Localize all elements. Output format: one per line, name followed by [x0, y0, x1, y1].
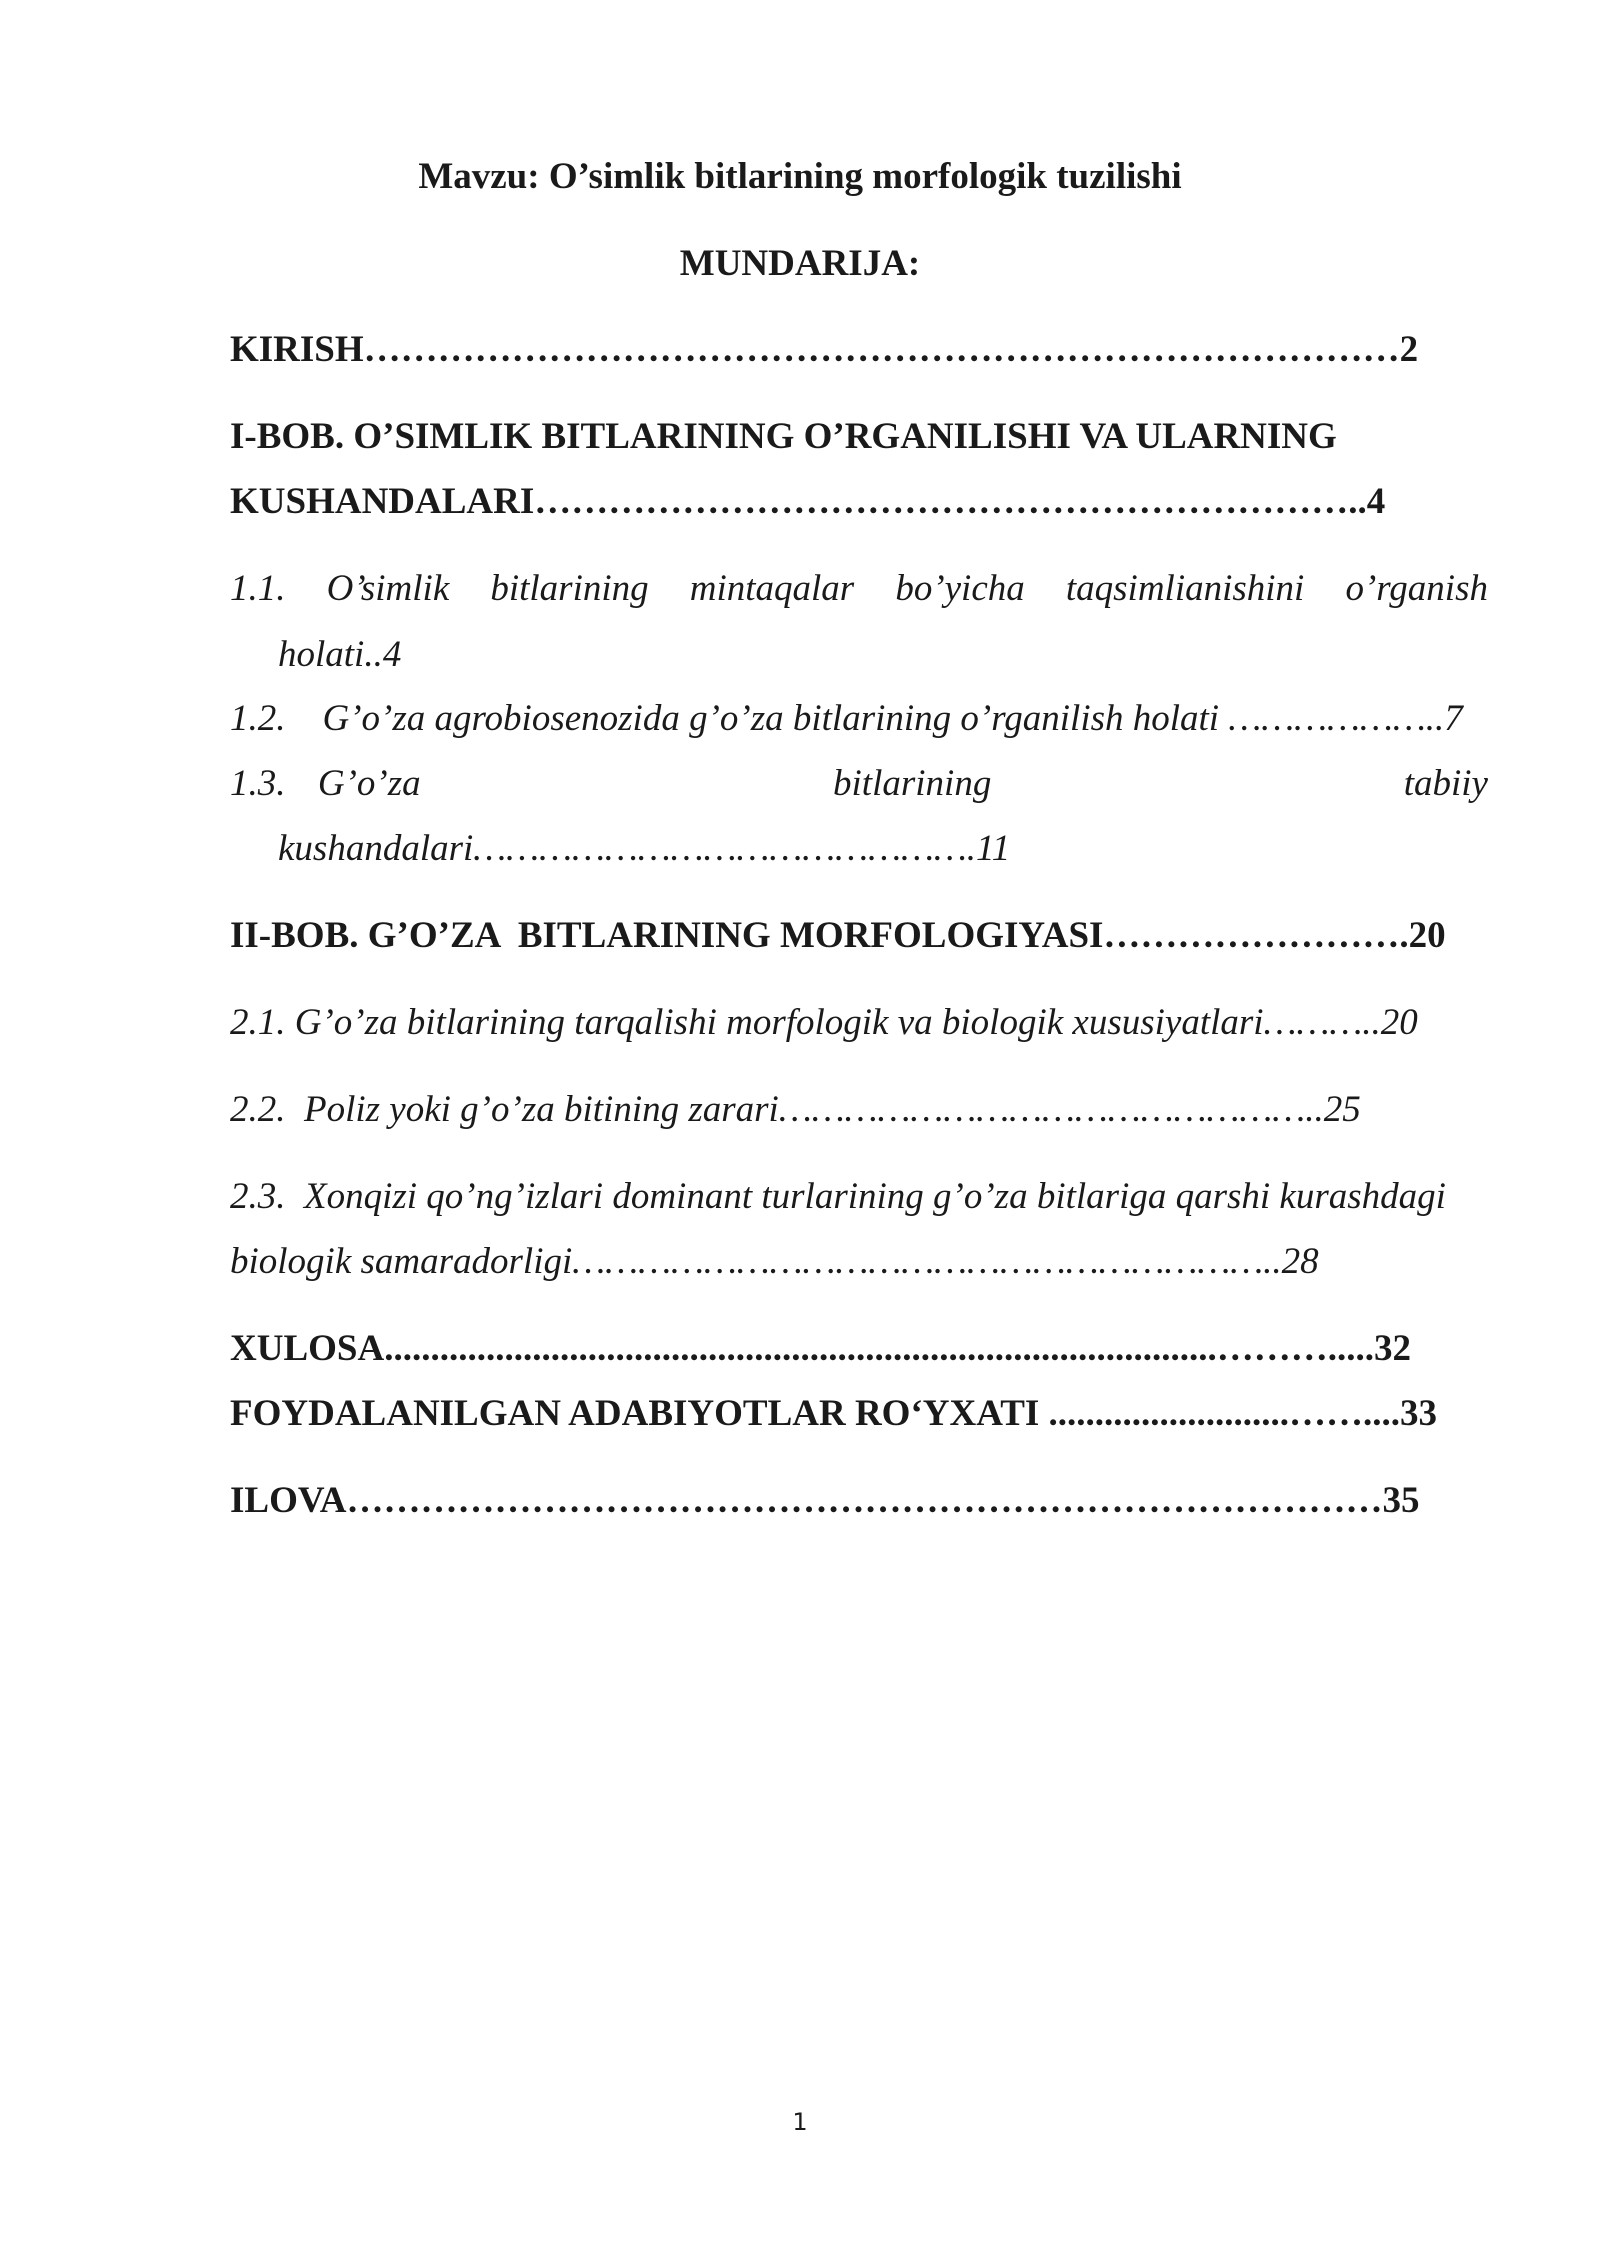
toc-entry-1-3-line-1 — [230, 765, 1488, 802]
toc-entry-chapter-1-line-1: I-BOB. O’SIMLIK BITLARINING O’RGANILISHI VA ULARNING — [230, 416, 1337, 457]
toc-word: G’o’za — [317, 763, 421, 804]
toc-entry-1-1-line-1 — [230, 570, 1488, 607]
toc-word: bo’yicha — [895, 568, 1025, 609]
toc-word: 1.3. — [230, 763, 286, 804]
toc-word: mintaqalar — [689, 568, 855, 609]
toc-entry-chapter-2: II-BOB. G’O’ZA BITLARINING MORFOLOGIYASI…………………….20 — [230, 915, 1446, 956]
toc-word: bitlarining — [833, 763, 992, 804]
toc-word: bitlarining — [490, 568, 649, 609]
toc-entry-2-2: 2.2. Poliz yoki g’o’za bitining zarari…………………………………………..25 — [230, 1089, 1361, 1130]
toc-entry-ilova: ILOVA…………………………………………………………………………35 — [230, 1480, 1420, 1521]
toc-entry-1-2: 1.2. G’o’za agrobiosenozida g’o’za bitlarining o’rganilish holati ………………..7 — [230, 698, 1463, 739]
toc-entry-chapter-1-line-2: KUSHANDALARI…………………………………………………………..4 — [230, 481, 1386, 522]
page-number: 1 — [792, 2108, 808, 2136]
document-title: Mavzu: O’simlik bitlarining morfologik tuzilishi — [418, 156, 1182, 197]
toc-word: 1.1. — [230, 568, 286, 609]
contents-heading: MUNDARIJA: — [679, 243, 921, 284]
toc-word: tabiiy — [1403, 763, 1488, 804]
toc-entry-2-3-line-1: 2.3. Xonqizi qo’ng’izlari dominant turlarining g’o’za bitlariga qarshi kurashdagi — [230, 1176, 1446, 1217]
toc-entry-2-3-line-2: biologik samaradorligi………………………………………………………..28 — [230, 1241, 1319, 1282]
toc-entry-xulosa: XULOSA..........................................................................................……….....32 — [230, 1328, 1411, 1369]
toc-word: O’simlik — [326, 568, 450, 609]
toc-entry-2-1: 2.1. G’o’za bitlarining tarqalishi morfologik va biologik xususiyatlari………..20 — [230, 1002, 1418, 1043]
toc-entry-references: FOYDALANILGAN ADABIYOTLAR RO‘YXATI ..........................……....33 — [230, 1393, 1438, 1434]
toc-word: o’rganish — [1345, 568, 1488, 609]
toc-entry-kirish: KIRISH…………………………………………………………………………2 — [230, 329, 1419, 370]
toc-entry-1-3-line-2: kushandalari……………………………………….11 — [278, 828, 1011, 869]
toc-word: taqsimlianishini — [1065, 568, 1305, 609]
toc-entry-1-1-line-2: holati..4 — [278, 634, 402, 675]
